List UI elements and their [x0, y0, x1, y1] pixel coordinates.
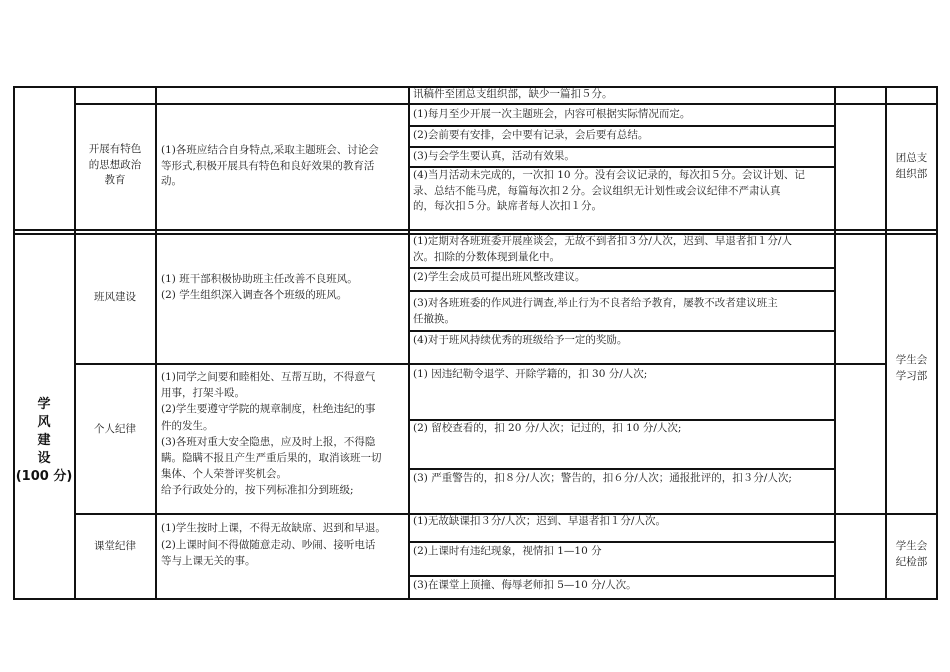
rule-item: (4)当月活动未完成的，一次扣 10 分。没有会议记录的，每次扣５分。会议计划、记 录、总结不能马虎，每篇每次扣２分。会议组织无计划性或会议纪律不严肃认真 的，每次扣５分。缺席者每人次扣１分。 [413, 169, 805, 212]
rule-item: (1)无故缺课扣３分/人次；迟到、早退者扣１分/人次。 [413, 515, 666, 527]
rule-item: (1) 因违纪勒令退学、开除学籍的，扣 30 分/人次; [413, 368, 648, 380]
rule-sec1-r2 [408, 146, 834, 148]
col-requirement [408, 86, 410, 600]
rule-item: (2)上课时有违纪现象，视情扣 1—10 分 [413, 545, 602, 557]
requirement-classroom-discipline: (1)学生按时上课，不得无故缺席、迟到和早退。 (2)上课时间不得做随意走动、吵闹、接听电话 等与上课无关的事。 [161, 522, 386, 567]
item-title-classroom-discipline: 课堂纪律 [94, 540, 136, 552]
item-title-personal-discipline: 个人纪律 [94, 423, 136, 435]
rule-item: (2)会前要有安排，会中要有记录，会后要有总结。 [413, 129, 649, 141]
rule-cs-r3 [408, 330, 834, 332]
rule-cr-r1 [408, 541, 834, 543]
dept-discipline: 学生会 纪检部 [895, 540, 928, 568]
rule-sec1-bottom [13, 229, 937, 231]
rule-sec1-r1 [408, 125, 834, 127]
dept-study: 学生会 学习部 [895, 354, 928, 382]
col-item [155, 86, 157, 600]
rule-carryover-text: 讯稿件至团总支组织部，缺少一篇扣５分。 [413, 88, 613, 100]
rule-cs-r1 [408, 267, 834, 269]
item-title-class-style: 班风建设 [94, 291, 136, 303]
rule-cs-r2 [408, 290, 834, 292]
rule-item: (1)定期对各班班委开展座谈会，无故不到者扣３分/人次，迟到、早退者扣１分/人 次。扣除的分数体现到量化中。 [413, 235, 792, 263]
category-study-style: 学 风 建 设 (100 分) [15, 397, 73, 484]
rule-cs-bottom [74, 363, 887, 365]
rule-row1-bottom [74, 103, 937, 105]
rule-item: (2)学生会成员可提出班风整改建议。 [413, 271, 586, 283]
requirement-thought-education: (1)各班应结合自身特点,采取主题班会、讨论会 等形式,积极开展具有特色和良好效果的教育活 动。 [161, 144, 379, 187]
rule-item: (3) 严重警告的，扣８分/人次；警告的，扣６分/人次；通报批评的，扣３分/人次; [413, 472, 792, 484]
rule-item: (3)对各班班委的作风进行调查,举止行为不良者给予教育，屡教不改者建议班主 任撤换。 [413, 297, 778, 325]
requirement-class-style: (1) 班干部积极协助班主任改善不良班风。 (2) 学生组织深入调查各个班级的班风。 [161, 273, 358, 301]
rule-item: (4)对于班风持续优秀的班级给予一定的奖励。 [413, 334, 628, 346]
rule-item: (3)在课堂上顶撞、侮辱老师扣 5—10 分/人次。 [413, 579, 637, 591]
rule-item: (3)与会学生要认真，活动有效果。 [413, 150, 575, 162]
item-title-thought-education: 开展有特色 的思想政治 教育 [88, 143, 142, 186]
rule-item: (2) 留校查看的，扣 20 分/人次；记过的，扣 10 分/人次; [413, 422, 682, 434]
col-right [936, 86, 938, 600]
dept-organization: 团总支 组织部 [895, 152, 928, 180]
col-left [13, 86, 15, 600]
rule-item: (1)每月至少开展一次主题班会，内容可根据实际情况而定。 [413, 108, 691, 120]
rule-bottom [13, 598, 937, 600]
rule-pd-r2 [408, 468, 834, 470]
requirement-personal-discipline: (1)同学之间要和睦相处、互帮互助，不得意气 用事，打架斗殴。 (2)学生要遵守学院的规章制度，杜绝违纪的事 件的发生。 (3)各班对重大安全隐患，应及时上报，不得隐 瞒。隐瞒不报且产生严重后果的，取消该班一切 集体、个人荣誉评奖机会。 给予行政处分的，按下列标准扣分到班级; [161, 371, 382, 497]
col-rules-right [834, 86, 836, 600]
rule-cr-r2 [408, 575, 834, 577]
